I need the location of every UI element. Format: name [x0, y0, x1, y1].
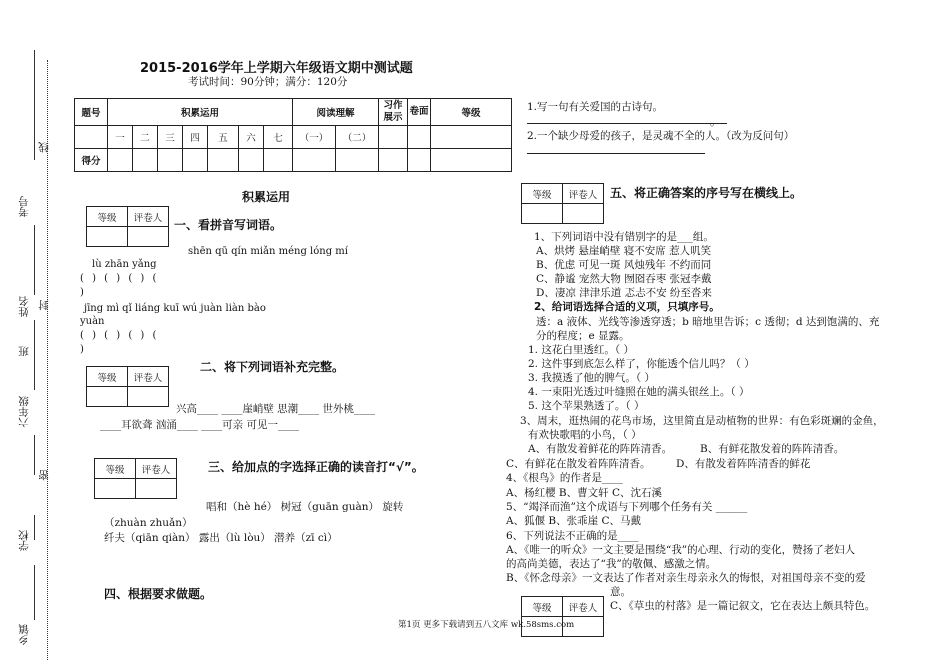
score-cell[interactable] — [293, 149, 336, 172]
score-cell[interactable] — [379, 149, 408, 172]
score-cell[interactable] — [133, 149, 158, 172]
score-cell[interactable] — [336, 149, 379, 172]
q4-item-2: 2.一个缺少母爱的孩子，是灵魂不全的人。（改为反问句） — [527, 130, 795, 142]
school-label: 学校 — [18, 530, 30, 551]
grader-label: 评卷人 — [128, 207, 169, 227]
fill-words-line: ____耳欲聋 汹涌____ ____可亲 可见一____ — [100, 419, 300, 431]
binding-rule — [34, 50, 35, 160]
section-number: 七 — [264, 126, 293, 149]
exam-number-label: 考号 — [18, 196, 30, 217]
question-2-title: 二、将下列词语补充完整。 — [200, 360, 345, 374]
pinyin-line: jīng mì qǐ liáng kuī wú juàn liàn bào — [84, 303, 266, 314]
mc-question: 2、给词语选择合适的义项，只填序号。 — [534, 301, 720, 313]
section-number: 一 — [108, 126, 133, 149]
binding-secret-label: 密 — [38, 470, 50, 481]
score-cell[interactable] — [158, 149, 183, 172]
score-cell[interactable] — [239, 149, 264, 172]
mc-option: C、有鲜花在散发着阵阵清香。 — [506, 458, 651, 470]
pinyin-line: shēn qū qín miǎn méng lóng mí — [188, 246, 348, 257]
name-label: 姓名 — [18, 296, 30, 317]
mc-option: 意。 — [610, 586, 631, 598]
answer-blanks[interactable]: ( ) ( ) ( ) ( — [80, 330, 157, 341]
question-4-title: 四、根据要求做题。 — [104, 587, 213, 601]
grader-label: 评卷人 — [136, 459, 177, 479]
score-cell[interactable] — [108, 149, 133, 172]
page-footer: 第1页 更多下载请到五八文库 wk.58sms.com — [398, 620, 575, 630]
grader-cell[interactable] — [87, 227, 128, 247]
grader-cell[interactable] — [522, 204, 563, 224]
answer-line[interactable] — [527, 123, 727, 124]
question-5-title: 五、将正确答案的序号写在横线上。 — [610, 186, 803, 200]
pinyin-line: lù zhān yǎng — [92, 259, 157, 270]
section-number: 四 — [183, 126, 208, 149]
question-1-title: 一、看拼音写词语。 — [174, 218, 283, 232]
exam-title: 2015-2016学年上学期六年级语文期中测试题 — [140, 61, 413, 76]
mc-question: 5、“竭泽而渔”这个成语与下列哪个任务有关 ______ — [506, 501, 748, 513]
score-table — [74, 98, 512, 172]
exam-subtitle: 考试时间：90分钟；满分：120分 — [188, 76, 348, 88]
sentence-item: 5. 这个苹果熟透了。（ ） — [528, 400, 645, 412]
grader-box — [521, 183, 604, 224]
mc-option: C、《草虫的村落》是一篇记叙文，它在表达上颇具特色。 — [610, 600, 876, 612]
binding-rule — [34, 320, 35, 390]
score-cell — [75, 126, 108, 149]
score-cell[interactable] — [264, 149, 293, 172]
mc-question-cont: 有欢快歌唱的小鸟，（ ） — [528, 429, 642, 441]
grader-cell[interactable] — [136, 479, 177, 499]
section-heading: 积累运用 — [242, 190, 291, 204]
answer-blank-close: ) — [80, 287, 84, 298]
grader-cell[interactable] — [563, 204, 604, 224]
mc-option: A、杨红樱 B、曹文轩 C、沈石溪 — [506, 487, 663, 499]
grader-label: 等级 — [87, 367, 128, 387]
mc-option: B、《怀念母亲》一文表达了作者对亲生母亲永久的悔恨，对祖国母亲不变的爱 — [506, 572, 866, 584]
score-table-header: 阅读理解 — [293, 99, 379, 126]
score-table-header: 题号 — [75, 99, 108, 126]
score-table-header: 卷面 — [408, 99, 431, 126]
mc-option: A、烘烤 悬崖峭壁 寝不安席 惹人叽笑 — [536, 245, 712, 257]
grader-label: 等级 — [87, 207, 128, 227]
mc-option: B、有鲜花散发着的阵阵清香。 — [700, 443, 845, 455]
score-cell[interactable] — [431, 149, 512, 172]
answer-line[interactable] — [527, 153, 705, 154]
pronunciation-line: 纤夫（qiān qiàn） 露出（lù lòu） 潜养（zī cì） — [104, 532, 338, 544]
score-table-header: 等级 — [431, 99, 512, 126]
grader-label: 等级 — [522, 597, 563, 617]
grader-box — [86, 366, 169, 407]
score-cell — [408, 126, 431, 149]
binding-rule — [34, 565, 35, 620]
definition-line: 透：a 液体、光线等渗透穿透；b 暗地里告诉；c 透彻；d 达到饱满的、充 — [536, 316, 880, 328]
mc-question: 1、下列词语中没有错别字的是___组。 — [534, 231, 714, 243]
binding-line-label: 线 — [38, 142, 50, 153]
section-number: 三 — [158, 126, 183, 149]
grader-box — [94, 458, 177, 499]
grader-label: 评卷人 — [563, 597, 604, 617]
score-cell — [379, 126, 408, 149]
section-number: 五 — [208, 126, 239, 149]
mc-question: 4、《根鸟》的作者是____ — [506, 472, 623, 484]
mc-question: 6、下列说法不正确的是____ — [506, 530, 639, 542]
mc-option: A、狐偃 B、张乖崖 C、马戴 — [506, 515, 642, 527]
score-table-header: 习作展示 — [379, 99, 408, 126]
grader-label: 评卷人 — [563, 184, 604, 204]
section-number: （一） — [293, 126, 336, 149]
pronunciation-line: 唱和（hè hé） 树冠（guān guàn） 旋转 — [206, 501, 404, 513]
binding-rule — [34, 435, 35, 475]
sentence-item: 4. 一束阳光透过叶缝照在她的满头银丝上。（ ） — [528, 386, 750, 398]
sentence-item: 3. 我摸透了他的脾气。（ ） — [528, 372, 655, 384]
binding-rule — [34, 515, 35, 540]
mc-option: D、凄凉 津津乐道 忑忐不安 纷至沓来 — [536, 287, 712, 299]
section-number: 六 — [239, 126, 264, 149]
question-3-title: 三、给加点的字选择正确的读音打“√”。 — [208, 460, 424, 474]
score-cell[interactable] — [183, 149, 208, 172]
binding-rule — [34, 225, 35, 295]
score-cell[interactable] — [408, 149, 431, 172]
town-label: 乡镇 — [18, 624, 30, 645]
mc-option: B、优虑 可见一斑 风烛残年 不约而同 — [536, 259, 712, 271]
answer-blanks[interactable]: ( ) ( ) ( ) ( — [80, 273, 157, 284]
sentence-item: 1. 这花白里透红。（ ） — [528, 344, 634, 356]
mc-option: A、《唯一的听众》一文主要是围绕“我”的心理、行动的变化，赞扬了老妇人 — [506, 544, 856, 556]
class-label: 班 — [18, 346, 30, 357]
mc-option: 的高尚美德，表达了“我”的敬佩、感激之情。 — [506, 558, 717, 570]
grader-cell[interactable] — [128, 387, 169, 407]
score-cell — [431, 126, 512, 149]
grader-cell[interactable] — [87, 387, 128, 407]
answer-line-end: 。 — [710, 115, 721, 128]
section-number: 二 — [133, 126, 158, 149]
mc-option: C、静谧 宠然大物 囫囵吞枣 张冠李戴 — [536, 273, 712, 285]
pinyin-line: yuàn — [80, 316, 105, 327]
binding-seal-label: 封 — [38, 300, 50, 311]
section-number: （二） — [336, 126, 379, 149]
answer-blank-close: ) — [80, 344, 84, 355]
score-cell[interactable] — [208, 149, 239, 172]
grader-label: 等级 — [95, 459, 136, 479]
grader-cell[interactable] — [95, 479, 136, 499]
grade-label: 六年级 — [18, 396, 30, 428]
score-table-header: 积累运用 — [108, 99, 293, 126]
pronunciation-line: （zhuàn zhuǎn） — [104, 517, 193, 529]
sentence-item: 2. 这件事到底怎么样了，你能透个信儿吗？（ ） — [528, 358, 755, 370]
fill-words-line: 兴高____ ____崖峭壁 思潮____ 世外桃____ — [176, 403, 376, 415]
q4-item-1: 1.写一句有关爱国的古诗句。 — [527, 101, 664, 113]
mc-question: 3、周末，逛热闹的花鸟市场，这里简直是动植物的世界：有色彩斑斓的金鱼， — [520, 415, 884, 427]
grader-label: 等级 — [522, 184, 563, 204]
grader-box — [86, 206, 169, 247]
grader-label: 评卷人 — [128, 367, 169, 387]
mc-option: A、有散发着鲜花的阵阵清香。 — [528, 443, 673, 455]
score-row-label: 得分 — [75, 149, 108, 172]
definition-line: 分的程度；e 显露。 — [536, 330, 630, 342]
grader-cell[interactable] — [128, 227, 169, 247]
grader-box — [521, 596, 604, 637]
mc-option: D、有散发着阵阵清香的鲜花 — [676, 458, 811, 470]
